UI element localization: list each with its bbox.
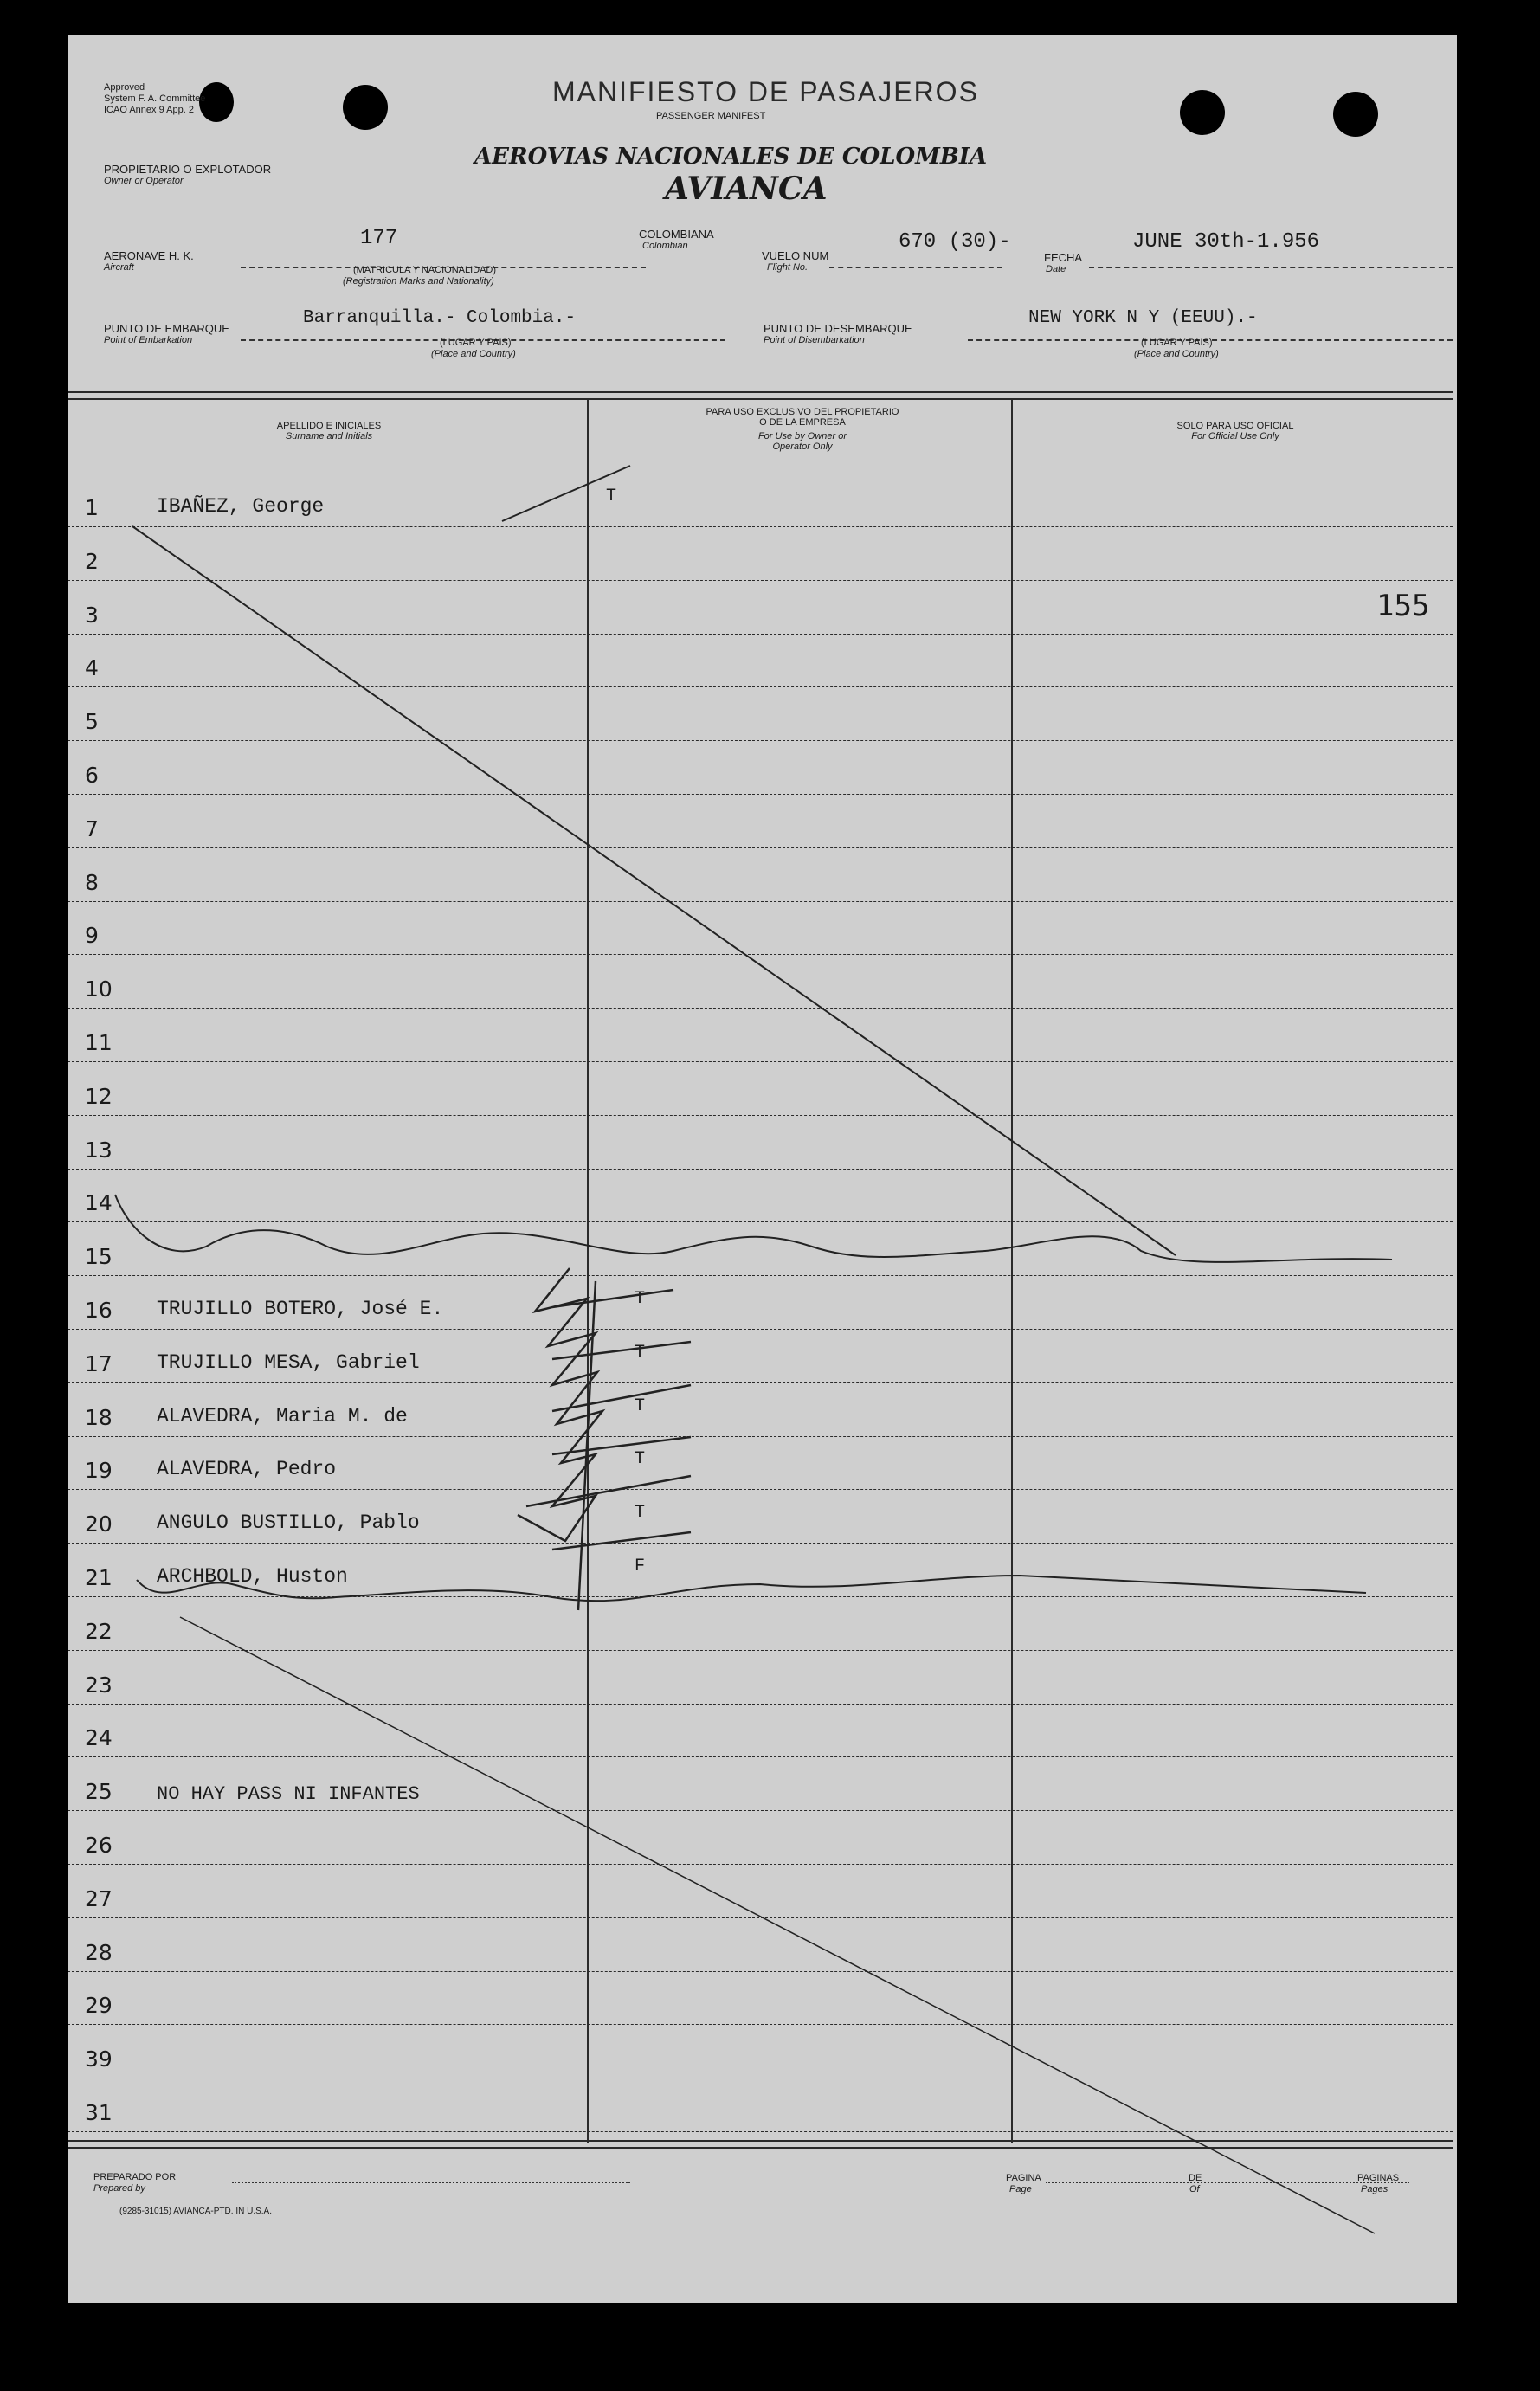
reg-caption-en: (Registration Marks and Nationality): [343, 276, 494, 287]
row-number: 23: [85, 1672, 113, 1698]
name-header-text: APELLIDO E INICIALES: [276, 421, 382, 431]
place-caption: (LUGAR Y PAIS): [440, 338, 512, 348]
tick-mark: [502, 466, 630, 521]
company-use-code: T: [635, 1289, 646, 1309]
embark-label-en: Point of Embarkation: [104, 335, 193, 345]
check-marks: [518, 1268, 691, 1610]
row-number: 39: [85, 2046, 113, 2072]
passenger-name: ANGULO BUSTILLO, Pablo: [157, 1511, 420, 1535]
prepared-label: PREPARADO POR: [93, 2172, 177, 2182]
row-number: 26: [85, 1833, 113, 1858]
passenger-name: ALAVEDRA, Pedro: [157, 1458, 337, 1481]
row-number: 16: [85, 1298, 113, 1323]
date-label: FECHA: [1044, 251, 1083, 264]
disembark-value: NEW YORK N Y (EEUU).-: [1028, 308, 1258, 328]
row-number: 28: [85, 1939, 113, 1965]
prepared-label-en: Prepared by: [93, 2183, 145, 2194]
row-number: 22: [85, 1618, 113, 1644]
diagonal-strike-upper: [132, 526, 1176, 1255]
row-number: 14: [85, 1190, 113, 1216]
company-header-text-en: Operator Only: [772, 441, 833, 452]
passenger-name: IBAÑEZ, George: [157, 495, 325, 518]
company-use-code: T: [606, 487, 617, 506]
row-number: 31: [85, 2100, 113, 2125]
row-number: 4: [85, 655, 99, 681]
approval-line: Approved: [104, 82, 145, 93]
row-number: 5: [85, 709, 99, 735]
owner-label-en: Owner or Operator: [104, 176, 184, 186]
row-number: 18: [85, 1404, 113, 1430]
row-number: 29: [85, 1993, 113, 2019]
row-number: 10: [85, 976, 113, 1002]
place-caption-2: (LUGAR Y PAIS): [1141, 338, 1213, 348]
company-header-text: O DE LA EMPRESA: [759, 417, 846, 428]
strike-marks: [68, 35, 1457, 2303]
company-use-code: T: [635, 1395, 646, 1416]
row-number: 21: [85, 1565, 113, 1590]
row-number: 12: [85, 1083, 113, 1109]
stamp-number: 155: [1376, 589, 1430, 623]
nationality-label-en: Colombian: [642, 241, 688, 251]
disembark-label-en: Point of Disembarkation: [764, 335, 865, 345]
row-number: 9: [85, 923, 99, 949]
row-number: 6: [85, 763, 99, 788]
row-number: 3: [85, 602, 99, 628]
date-value: JUNE 30th-1.956: [1132, 230, 1320, 254]
company-header-text: PARA USO EXCLUSIVO DEL PROPIETARIO: [706, 407, 899, 417]
passenger-name: ARCHBOLD, Huston: [157, 1565, 348, 1588]
page-subtitle: PASSENGER MANIFEST: [656, 111, 766, 121]
wavy-strike-22: [137, 1576, 1366, 1601]
place-caption-en-2: (Place and Country): [1134, 349, 1219, 359]
passenger-name: ALAVEDRA, Maria M. de: [157, 1404, 408, 1428]
row-number: 17: [85, 1350, 113, 1376]
row-number: 13: [85, 1137, 113, 1163]
manifest-sheet: [68, 35, 1457, 2303]
aircraft-label: AERONAVE H. K.: [104, 249, 194, 262]
no-passengers-note: NO HAY PASS NI INFANTES: [157, 1783, 420, 1805]
pages-label-en: Pages: [1361, 2184, 1389, 2194]
row-number: 24: [85, 1725, 113, 1751]
airline-short: AVIANCA: [665, 171, 828, 207]
owner-label: PROPIETARIO O EXPLOTADOR: [104, 163, 272, 176]
company-use-code: T: [635, 1503, 646, 1524]
nationality-label: COLOMBIANA: [639, 228, 714, 241]
date-label-en: Date: [1046, 264, 1066, 274]
of-label-en: Of: [1189, 2184, 1200, 2194]
reg-caption: (MATRICULA Y NACIONALIDAD): [353, 265, 497, 275]
embark-label: PUNTO DE EMBARQUE: [104, 322, 229, 335]
row-number: 7: [85, 815, 99, 841]
pages-label: PAGINAS: [1357, 2173, 1400, 2183]
company-use-code: T: [635, 1449, 646, 1470]
official-header-text: SOLO PARA USO OFICIAL: [1176, 421, 1294, 431]
wavy-strike-15: [115, 1195, 1392, 1262]
airline-name: AEROVIAS NACIONALES DE COLOMBIA: [474, 144, 988, 170]
row-number: 8: [85, 869, 99, 895]
approval-line: ICAO Annex 9 App. 2: [104, 105, 194, 115]
company-use-code: T: [635, 1342, 646, 1363]
passenger-name: TRUJILLO BOTERO, José E.: [157, 1298, 444, 1320]
row-number: 11: [85, 1030, 113, 1055]
passenger-name: TRUJILLO MESA, Gabriel: [157, 1350, 420, 1374]
official-header-text-en: For Official Use Only: [1191, 431, 1279, 441]
page-title: MANIFIESTO DE PASAJEROS: [552, 76, 979, 107]
company-use-code: F: [635, 1556, 646, 1576]
page-label: PAGINA: [1006, 2173, 1041, 2183]
flight-no-value: 670 (30)-: [899, 230, 1011, 254]
flight-label: VUELO NUM: [762, 249, 829, 262]
row-number: 27: [85, 1885, 113, 1911]
place-caption-en: (Place and Country): [431, 349, 516, 359]
row-number: 15: [85, 1244, 113, 1270]
company-header-text-en: For Use by Owner or: [757, 431, 847, 441]
row-number: 19: [85, 1458, 113, 1484]
approval-line: System F. A. Committee: [104, 93, 206, 104]
row-number: 1: [85, 495, 99, 520]
row-number: 20: [85, 1511, 113, 1537]
row-number: 25: [85, 1779, 113, 1805]
print-code: (9285-31015) AVIANCA-PTD. IN U.S.A.: [119, 2207, 272, 2216]
page-label-en: Page: [1009, 2184, 1032, 2194]
row-number: 2: [85, 548, 99, 574]
flight-label-en: Flight No.: [767, 262, 809, 273]
of-label: DE: [1189, 2173, 1202, 2183]
embark-value: Barranquilla.- Colombia.-: [303, 308, 577, 328]
name-header-text-en: Surname and Initials: [285, 431, 373, 441]
aircraft-reg-value: 177: [360, 227, 398, 250]
diagonal-strike-lower: [180, 1617, 1375, 2233]
aircraft-label-en: Aircraft: [104, 262, 134, 273]
disembark-label: PUNTO DE DESEMBARQUE: [764, 322, 912, 335]
